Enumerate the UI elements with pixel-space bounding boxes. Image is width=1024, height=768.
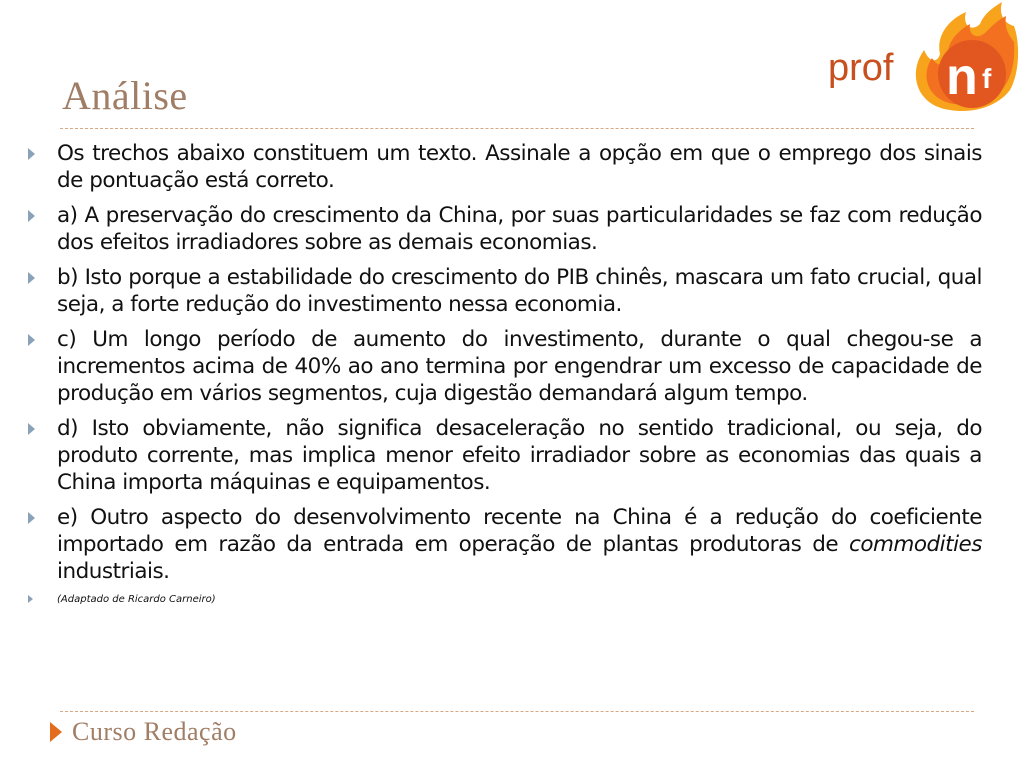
bullet-text: Os trechos abaixo constituem um texto. Assinale a opção em que o emprego dos sinais de pontuação está correto. <box>57 141 982 193</box>
footer <box>50 716 237 748</box>
bullet-text: a) A preservação do crescimento da China, por suas particularidades se faz com redução dos efeitos irradiadores sobre as demais economias. <box>57 203 982 255</box>
bullet-arrow-icon <box>28 272 35 284</box>
slide-title: Análise <box>62 73 188 118</box>
bullet-item <box>26 264 982 318</box>
footer-label: Curso Redação <box>72 717 237 746</box>
logo-letter-n: n <box>946 48 978 106</box>
logo-letter-f: f <box>982 63 992 94</box>
bullet-item <box>26 140 982 194</box>
bullet-text: e) Outro aspecto do desenvolvimento recente na China é a redução do coeficiente importado em razão da entrada em operação de plantas produtoras de <box>57 505 982 557</box>
bullet-text: d) Isto obviamente, não significa desaceleração no sentido tradicional, ou seja, do produto corrente, mas implica menor efeito irradiador sobre as economias das quais a China importa máquinas e equipamentos. <box>57 416 982 495</box>
bullet-item <box>26 326 982 407</box>
source-citation <box>26 593 982 607</box>
profnf-logo <box>822 2 1022 116</box>
bullet-arrow-icon <box>28 512 35 524</box>
title-divider <box>60 128 974 129</box>
bullet-arrow-icon <box>28 595 33 603</box>
footer-divider <box>60 711 974 712</box>
bullet-text: (Adaptado de Ricardo Carneiro) <box>57 594 216 605</box>
bullet-text: c) Um longo período de aumento do investimento, durante o qual chegou-se a incrementos acima de 40% ao ano termina por engendrar um excesso de capacidade de produção em vários segmentos, cuja digestão demandará algum tempo. <box>57 327 982 406</box>
bullet-arrow-icon <box>28 423 35 435</box>
bullet-text: b) Isto porque a estabilidade do crescimento do PIB chinês, mascara um fato crucial, qual seja, a forte redução do investimento nessa economia. <box>57 265 982 317</box>
bullet-item <box>26 202 982 256</box>
bullet-text: industriais. <box>57 559 170 584</box>
bullet-item <box>26 415 982 496</box>
bullet-arrow-icon <box>28 210 35 222</box>
bullet-arrow-icon <box>28 334 35 346</box>
footer-arrow-icon <box>50 722 62 742</box>
bullet-item <box>26 504 982 585</box>
logo-text-prof: prof <box>828 47 894 89</box>
bullet-list <box>26 140 982 615</box>
bullet-arrow-icon <box>28 148 35 160</box>
bullet-text-italic: commodities <box>849 532 982 557</box>
